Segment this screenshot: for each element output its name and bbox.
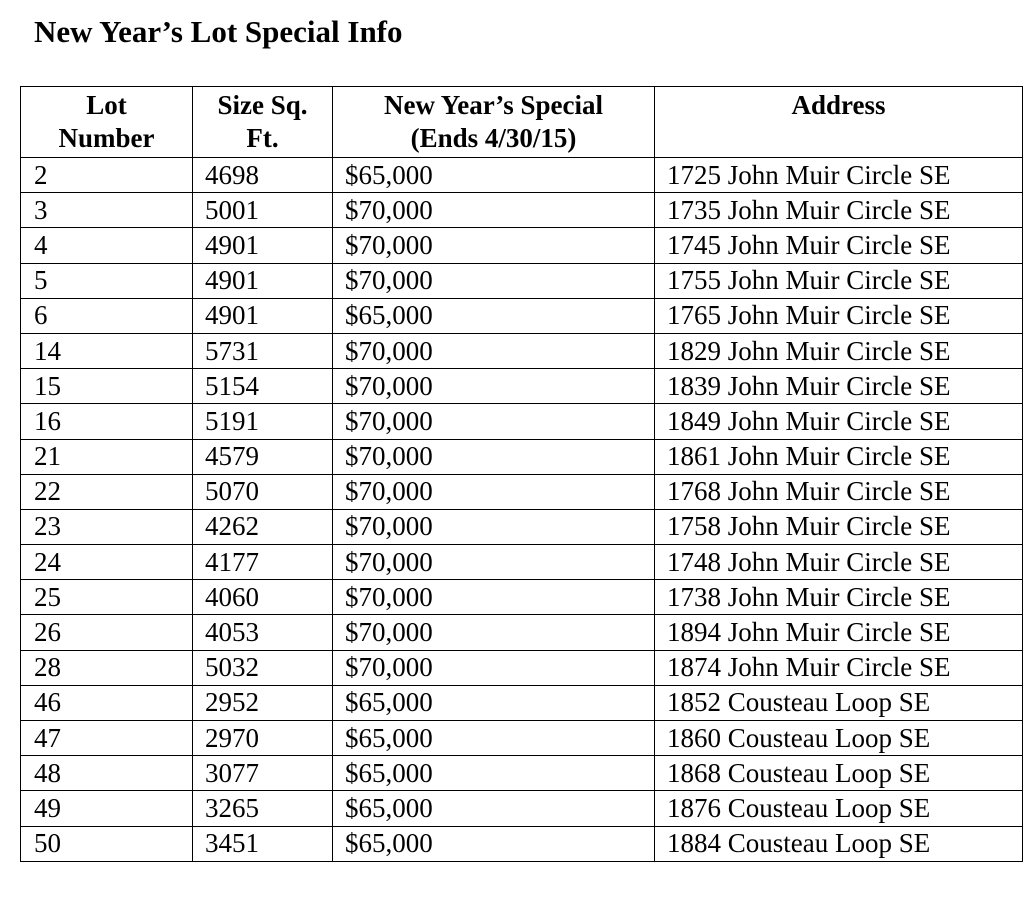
address-cell: 1852 Cousteau Loop SE: [655, 685, 1023, 720]
size-cell: 4060: [193, 580, 333, 615]
lot-number-cell: 24: [21, 545, 193, 580]
address-cell: 1839 John Muir Circle SE: [655, 369, 1023, 404]
header-lot-number: Lot Number: [21, 87, 193, 158]
size-cell: 2952: [193, 685, 333, 720]
table-row: [21, 439, 1023, 474]
address-cell: 1755 John Muir Circle SE: [655, 263, 1023, 298]
table-row: [21, 721, 1023, 756]
table-row: [21, 474, 1023, 509]
price-cell: $65,000: [333, 685, 655, 720]
size-cell: 4177: [193, 545, 333, 580]
price-cell: $70,000: [333, 439, 655, 474]
address-cell: 1738 John Muir Circle SE: [655, 580, 1023, 615]
table-row: [21, 228, 1023, 263]
price-cell: $65,000: [333, 158, 655, 193]
lot-number-cell: 14: [21, 333, 193, 368]
lot-number-cell: 25: [21, 580, 193, 615]
table-row: [21, 685, 1023, 720]
lot-number-cell: 23: [21, 509, 193, 544]
address-cell: 1765 John Muir Circle SE: [655, 298, 1023, 333]
size-cell: 5731: [193, 333, 333, 368]
address-cell: 1735 John Muir Circle SE: [655, 193, 1023, 228]
address-cell: 1725 John Muir Circle SE: [655, 158, 1023, 193]
price-cell: $65,000: [333, 791, 655, 826]
address-cell: 1768 John Muir Circle SE: [655, 474, 1023, 509]
table-row: [21, 263, 1023, 298]
price-cell: $70,000: [333, 545, 655, 580]
table-row: [21, 545, 1023, 580]
address-cell: 1849 John Muir Circle SE: [655, 404, 1023, 439]
address-cell: 1884 Cousteau Loop SE: [655, 826, 1023, 861]
price-cell: $70,000: [333, 333, 655, 368]
size-cell: 3451: [193, 826, 333, 861]
lot-number-cell: 47: [21, 721, 193, 756]
table-row: [21, 509, 1023, 544]
size-cell: 3265: [193, 791, 333, 826]
price-cell: $70,000: [333, 580, 655, 615]
address-cell: 1829 John Muir Circle SE: [655, 333, 1023, 368]
size-cell: 5001: [193, 193, 333, 228]
table-row: [21, 650, 1023, 685]
address-cell: 1868 Cousteau Loop SE: [655, 756, 1023, 791]
size-cell: 5070: [193, 474, 333, 509]
lot-number-cell: 48: [21, 756, 193, 791]
size-cell: 5154: [193, 369, 333, 404]
price-cell: $70,000: [333, 228, 655, 263]
size-cell: 5191: [193, 404, 333, 439]
price-cell: $70,000: [333, 193, 655, 228]
header-special-price: New Year’s Special (Ends 4/30/15): [333, 87, 655, 158]
address-cell: 1758 John Muir Circle SE: [655, 509, 1023, 544]
header-size: Size Sq. Ft.: [193, 87, 333, 158]
table-row: [21, 193, 1023, 228]
table-row: [21, 404, 1023, 439]
lot-number-cell: 4: [21, 228, 193, 263]
price-cell: $65,000: [333, 756, 655, 791]
table-row: [21, 369, 1023, 404]
table-row: [21, 580, 1023, 615]
address-cell: 1748 John Muir Circle SE: [655, 545, 1023, 580]
price-cell: $70,000: [333, 369, 655, 404]
size-cell: 4901: [193, 298, 333, 333]
address-cell: 1745 John Muir Circle SE: [655, 228, 1023, 263]
size-cell: 4901: [193, 263, 333, 298]
lot-number-cell: 46: [21, 685, 193, 720]
price-cell: $70,000: [333, 615, 655, 650]
size-cell: 2970: [193, 721, 333, 756]
price-cell: $70,000: [333, 474, 655, 509]
table-header: [21, 87, 1023, 158]
table-row: [21, 791, 1023, 826]
size-cell: 4053: [193, 615, 333, 650]
header-address: Address: [655, 87, 1023, 158]
table-row: [21, 615, 1023, 650]
lot-number-cell: 22: [21, 474, 193, 509]
address-cell: 1876 Cousteau Loop SE: [655, 791, 1023, 826]
lot-number-cell: 49: [21, 791, 193, 826]
address-cell: 1861 John Muir Circle SE: [655, 439, 1023, 474]
table-row: [21, 333, 1023, 368]
price-cell: $65,000: [333, 721, 655, 756]
lot-number-cell: 3: [21, 193, 193, 228]
address-cell: 1860 Cousteau Loop SE: [655, 721, 1023, 756]
lot-table: [20, 86, 1023, 862]
price-cell: $70,000: [333, 650, 655, 685]
table-body: [21, 158, 1023, 862]
size-cell: 4698: [193, 158, 333, 193]
lot-number-cell: 2: [21, 158, 193, 193]
lot-number-cell: 6: [21, 298, 193, 333]
price-cell: $65,000: [333, 826, 655, 861]
lot-number-cell: 16: [21, 404, 193, 439]
table-row: [21, 826, 1023, 861]
address-cell: 1874 John Muir Circle SE: [655, 650, 1023, 685]
page-title: New Year’s Lot Special Info: [34, 14, 403, 49]
table-row: [21, 298, 1023, 333]
size-cell: 4579: [193, 439, 333, 474]
size-cell: 5032: [193, 650, 333, 685]
price-cell: $70,000: [333, 263, 655, 298]
lot-number-cell: 15: [21, 369, 193, 404]
price-cell: $65,000: [333, 298, 655, 333]
lot-number-cell: 21: [21, 439, 193, 474]
table-row: [21, 756, 1023, 791]
size-cell: 3077: [193, 756, 333, 791]
price-cell: $70,000: [333, 404, 655, 439]
price-cell: $70,000: [333, 509, 655, 544]
table-row: [21, 158, 1023, 193]
lot-number-cell: 26: [21, 615, 193, 650]
lot-number-cell: 50: [21, 826, 193, 861]
lot-number-cell: 5: [21, 263, 193, 298]
lot-number-cell: 28: [21, 650, 193, 685]
header-row: [21, 87, 1023, 158]
address-cell: 1894 John Muir Circle SE: [655, 615, 1023, 650]
size-cell: 4262: [193, 509, 333, 544]
size-cell: 4901: [193, 228, 333, 263]
